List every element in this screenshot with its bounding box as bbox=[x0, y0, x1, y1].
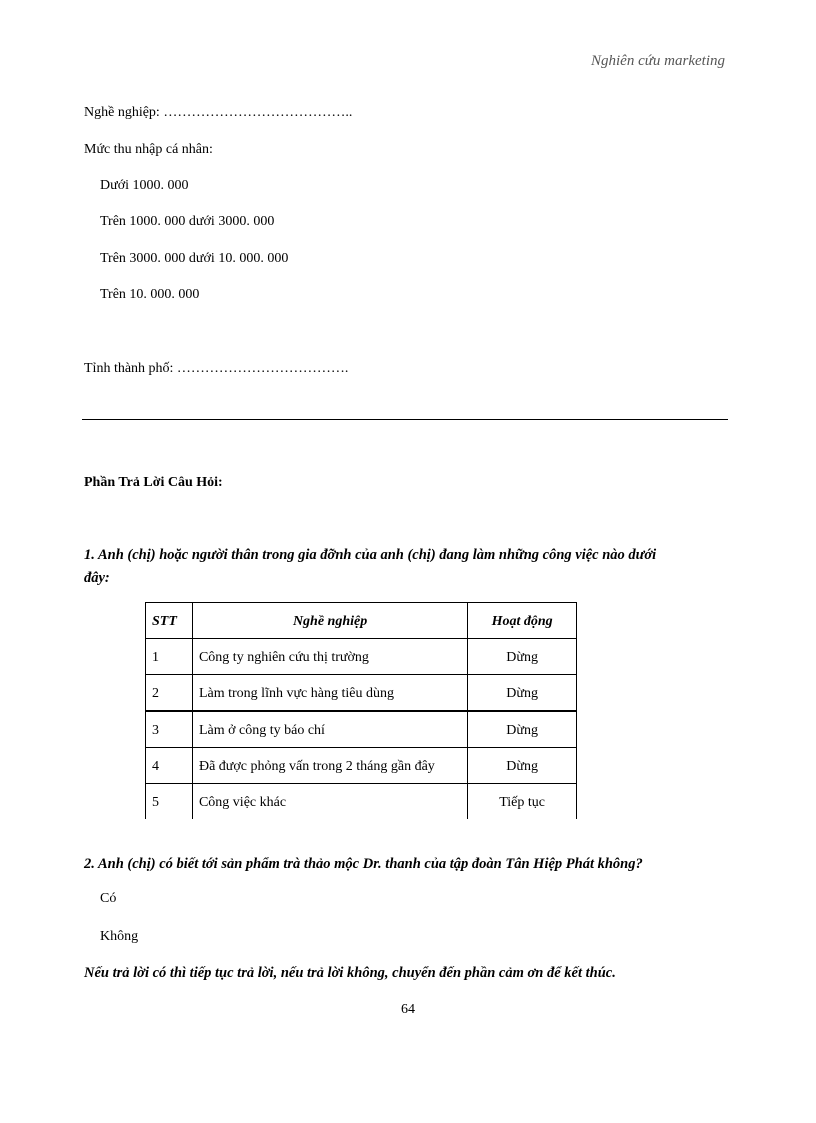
city-label: Tỉnh thành phố: ………………………………. bbox=[84, 361, 349, 376]
answer-option-yes: Có bbox=[100, 891, 117, 906]
income-option-1: Dưới 1000. 000 bbox=[100, 178, 189, 193]
row-occupation: Làm ở công ty báo chí bbox=[192, 711, 467, 748]
row-occupation: Làm trong lĩnh vực hàng tiêu dùng bbox=[192, 675, 467, 712]
row-action: Dừng bbox=[468, 639, 577, 675]
row-action: Dừng bbox=[468, 748, 577, 784]
income-label: Mức thu nhập cá nhân: bbox=[84, 142, 213, 157]
header-occupation: Nghề nghiệp bbox=[192, 603, 467, 639]
table-row bbox=[146, 784, 577, 820]
question-2: 2. Anh (chị) có biết tới sản phẩm trà thảo mộc Dr. thanh của tập đoàn Tân Hiệp Phát không? bbox=[84, 856, 643, 872]
row-stt: 3 bbox=[146, 711, 193, 748]
occupation-table bbox=[145, 602, 577, 819]
row-stt: 4 bbox=[146, 748, 193, 784]
header-stt: STT bbox=[146, 603, 193, 639]
row-occupation: Công ty nghiên cứu thị trường bbox=[192, 639, 467, 675]
table-header-row bbox=[146, 603, 577, 639]
question-1-line-2: đây: bbox=[84, 570, 110, 586]
table-row bbox=[146, 711, 577, 748]
answer-option-no: Không bbox=[100, 929, 139, 944]
row-action: Dừng bbox=[468, 675, 577, 712]
table-row bbox=[146, 639, 577, 675]
section-divider bbox=[82, 419, 728, 420]
running-header: Nghiên cứu marketing bbox=[591, 53, 725, 69]
row-action: Tiếp tục bbox=[468, 784, 577, 820]
row-stt: 1 bbox=[146, 639, 193, 675]
instruction-note: Nếu trả lời có thì tiếp tục trả lời, nếu trả lời không, chuyển đến phần cảm ơn để kết thúc. bbox=[84, 965, 616, 981]
row-action: Dừng bbox=[468, 711, 577, 748]
page-number: 64 bbox=[401, 1002, 415, 1017]
table-row bbox=[146, 675, 577, 712]
income-option-2: Trên 1000. 000 dưới 3000. 000 bbox=[100, 214, 275, 229]
question-1-line-1: 1. Anh (chị) hoặc người thân trong gia đỡnh của anh (chị) đang làm những công việc nào dưới bbox=[84, 547, 657, 563]
row-stt: 2 bbox=[146, 675, 193, 712]
occupation-label: Nghề nghiệp: ………………………………….. bbox=[84, 105, 353, 120]
income-option-3: Trên 3000. 000 dưới 10. 000. 000 bbox=[100, 251, 289, 266]
row-occupation: Đã được phỏng vấn trong 2 tháng gần đây bbox=[192, 748, 467, 784]
table-row bbox=[146, 748, 577, 784]
row-occupation: Công việc khác bbox=[192, 784, 467, 820]
income-option-4: Trên 10. 000. 000 bbox=[100, 287, 200, 302]
header-action: Hoạt động bbox=[468, 603, 577, 639]
row-stt: 5 bbox=[146, 784, 193, 820]
section-title: Phần Trả Lời Câu Hỏi: bbox=[84, 475, 223, 490]
